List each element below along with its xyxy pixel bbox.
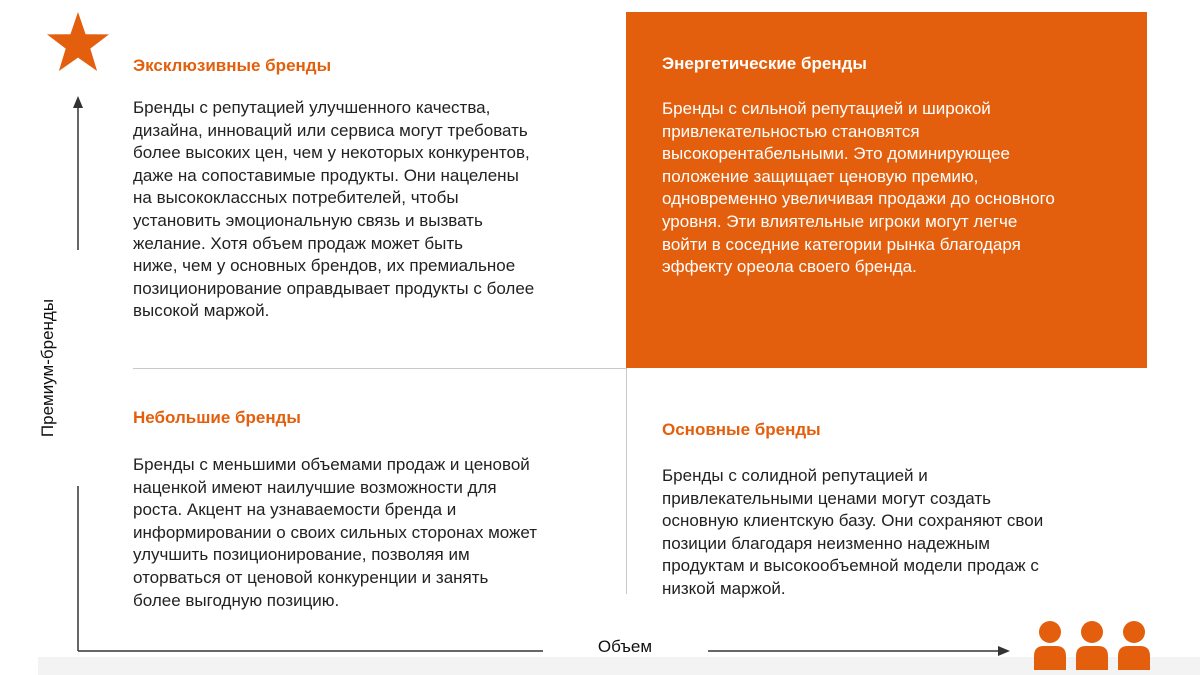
y-axis-arrowhead <box>73 96 83 108</box>
person-head-icon <box>1081 621 1103 643</box>
person-head-icon <box>1123 621 1145 643</box>
quadrant-exclusive-brands <box>133 14 573 354</box>
vertical-divider <box>626 368 627 594</box>
person-body-icon <box>1034 646 1066 670</box>
quadrant-description: Бренды с сильной репутацией и широкой привлекательностью становятся высокорентабельными. Это доминирующее положение защищает ценовую премию, одновременно увеличивая продажи до основного уровня. Эти влиятельные игроки могут легче войти в соседние категории рынка благодаря эффекту ореола своего бренда. <box>662 99 1055 277</box>
quadrant-energetic-brands <box>626 12 1147 368</box>
person-body-icon <box>1076 646 1108 670</box>
quadrant-title: Небольшие бренды <box>133 408 301 427</box>
person-body-icon <box>1118 646 1150 670</box>
quadrant-title: Основные бренды <box>662 420 821 439</box>
quadrant-description: Бренды с солидной репутацией и привлекательными ценами могут создать основную клиентскую базу. Они сохраняют свои позиции благодаря неизменно надежным продуктам и высокообъемной модели продаж с низкой маржой. <box>662 466 1044 598</box>
quadrant-description: Бренды с репутацией улучшенного качества, дизайна, инноваций или сервиса могут требовать более высоких цен, чем у некоторых конкурентов, даже на сопоставимые продукты. Они нацелены на высококлассных потребителей, чтобы установить эмоциональную связь и вызвать желание. Хотя объем продаж может быть ниже, чем у основных брендов, их премиальное позиционирование оправдывает продукты с более высокой маржой. <box>133 98 535 321</box>
horizontal-divider <box>133 368 626 369</box>
people-icon <box>1032 620 1152 670</box>
x-axis-label: Объем <box>597 637 653 656</box>
quadrant-core-brands <box>662 392 1112 612</box>
quadrant-title: Энергетические бренды <box>662 54 867 73</box>
quadrant-title: Эксклюзивные бренды <box>133 56 332 75</box>
person-head-icon <box>1039 621 1061 643</box>
quadrant-description: Бренды с меньшими объемами продаж и ценовой наценкой имеют наилучшие возможности для роста. Акцент на узнаваемости бренда и информировании о своих сильных сторонах может улучшить позиционирование, позволяя им оторваться от ценовой конкуренции и занять более выгодную позицию. <box>133 455 538 610</box>
quadrant-small-brands <box>133 380 583 620</box>
x-axis-arrowhead <box>998 646 1010 656</box>
y-axis-label: Премиум-бренды <box>38 298 57 438</box>
